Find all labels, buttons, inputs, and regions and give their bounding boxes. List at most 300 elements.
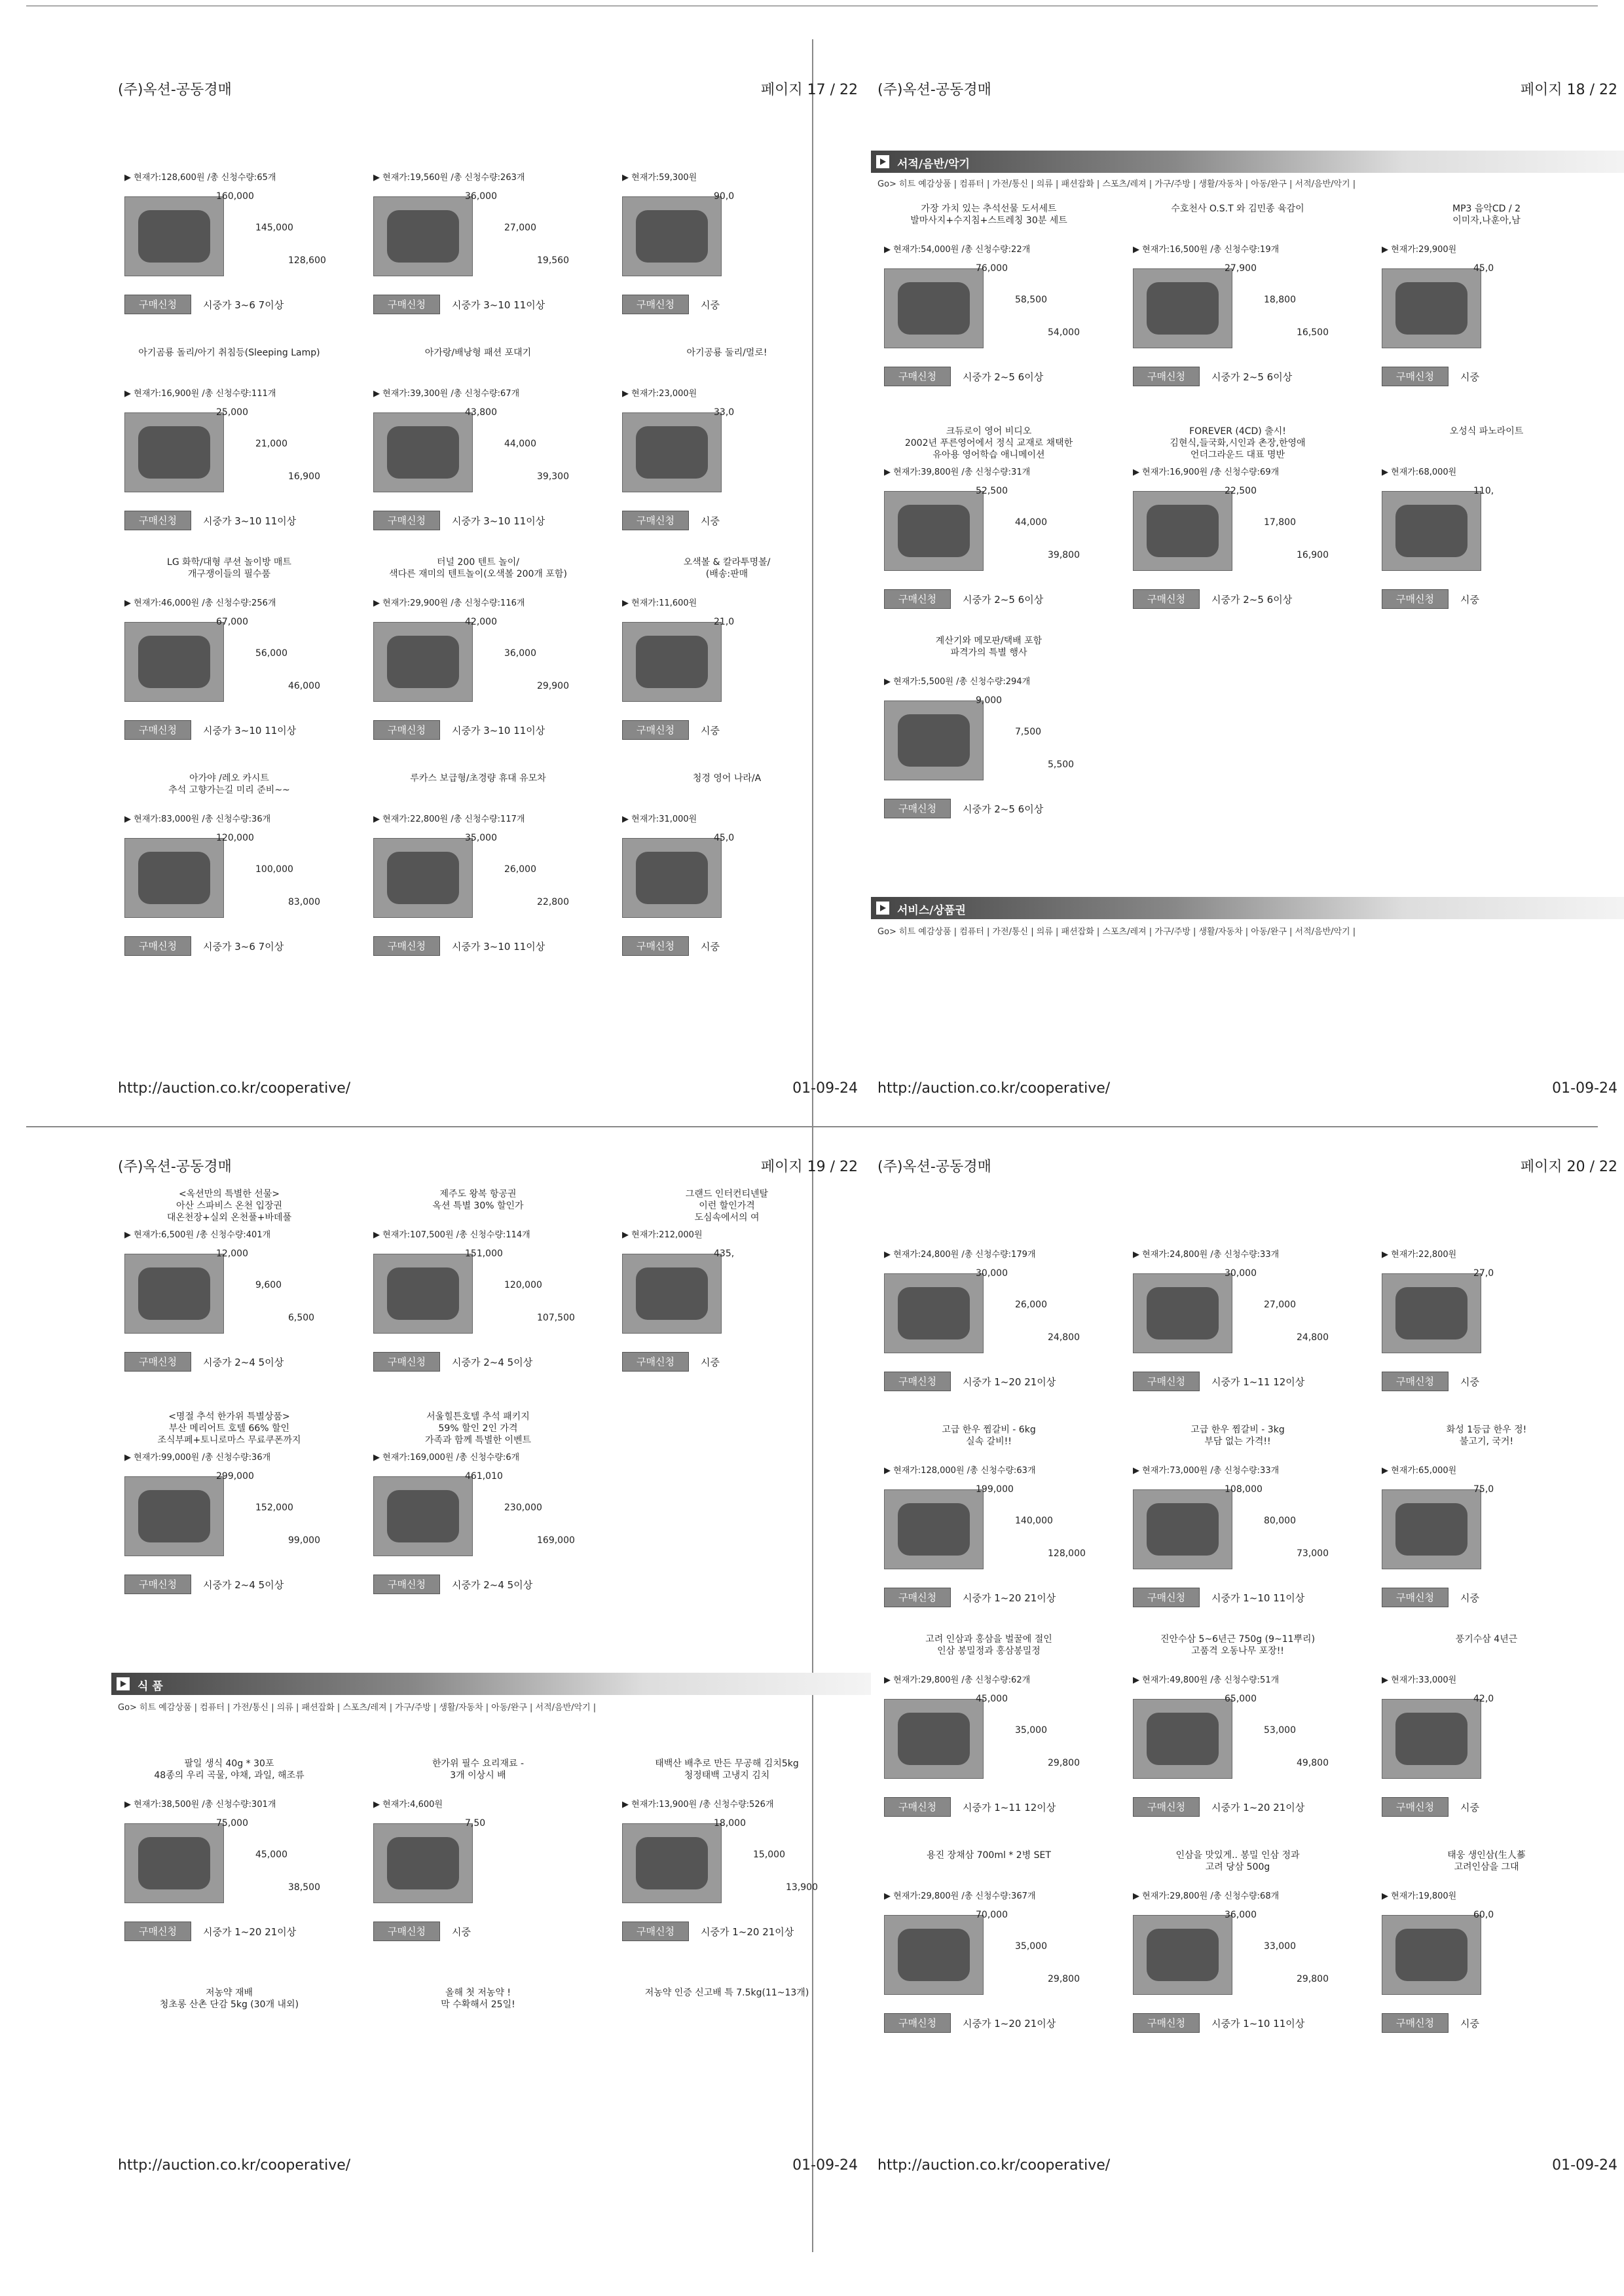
current-bid: ▶ 현재가:19,800원: [1382, 1891, 1457, 1901]
section-bar-books: [871, 151, 1624, 173]
product-title: 한가위 필수 요리재료 - 3개 이상시 배: [432, 1758, 525, 1781]
arrow-icon: [117, 1677, 130, 1690]
price-step-3: 99,000: [288, 1535, 320, 1546]
buy-request-button[interactable]: 구매신청: [884, 1588, 951, 1607]
price-step-1: 30,000: [1225, 1268, 1257, 1279]
price-step-2: 36,000: [504, 648, 536, 659]
current-bid: ▶ 현재가:46,000원 /총 신청수량:256개: [124, 598, 276, 608]
price-step-1: 67,000: [216, 617, 248, 627]
product-image[interactable]: [1382, 268, 1481, 348]
quantity-condition: 시중: [701, 299, 720, 311]
price-step-1: 90,0: [714, 191, 735, 202]
product-card: [609, 1987, 845, 2183]
quantity-condition: 시중가 3~10 11이상: [452, 299, 545, 311]
price-step-1: 25,000: [216, 407, 248, 418]
product-title: 아가랑/배낭형 패션 포대기: [424, 348, 532, 358]
product-image[interactable]: [622, 1823, 722, 1903]
current-bid: ▶ 현재가:73,000원 /총 신청수량:33개: [1133, 1466, 1280, 1476]
product-image[interactable]: [1382, 1273, 1481, 1353]
quantity-condition: 시중가 2~4 5이상: [452, 1579, 533, 1591]
price-step-2: 27,000: [1264, 1300, 1296, 1310]
price-step-1: 45,0: [1473, 263, 1494, 274]
product-title: 고려 인삼과 홍삼을 벌꿀에 절인 인삼 봉밀정과 홍삼봉밀정: [925, 1634, 1052, 1656]
product-card: [111, 131, 347, 327]
quantity-condition: 시중가 2~5 6이상: [1211, 594, 1293, 606]
product-title: 터널 200 텐트 놀이/ 색다른 재미의 텐트놀이(오색볼 200개 포함): [389, 557, 567, 579]
product-card: [871, 635, 1107, 831]
price-step-1: 45,000: [976, 1694, 1008, 1704]
price-step-1: 18,000: [714, 1818, 746, 1829]
product-image[interactable]: [1382, 1489, 1481, 1569]
buy-request-button[interactable]: 구매신청: [373, 295, 440, 314]
product-title: 풍기수삼 4년근: [1455, 1634, 1518, 1645]
buy-request-button[interactable]: 구매신청: [884, 1797, 951, 1817]
footer-url[interactable]: http://auction.co.kr/cooperative/: [118, 1080, 351, 1097]
product-card: [609, 1188, 845, 1385]
price-step-3: 169,000: [537, 1535, 575, 1546]
section-title: 서비스/상품권: [897, 904, 966, 917]
product-card: [871, 1208, 1107, 1404]
price-step-3: 22,800: [537, 897, 569, 907]
price-step-3: 19,560: [537, 255, 569, 266]
product-card: [360, 1758, 596, 1954]
footer-url[interactable]: http://auction.co.kr/cooperative/: [877, 2157, 1111, 2174]
section-bar-service: [871, 897, 1624, 919]
product-title: 태백산 배추로 만든 무공해 김치5kg 청정태백 고냉지 김치: [655, 1758, 799, 1781]
quantity-condition: 시중가 2~5 6이상: [963, 594, 1044, 606]
price-step-1: 151,000: [465, 1248, 503, 1259]
product-image[interactable]: [124, 412, 224, 492]
product-image[interactable]: [622, 622, 722, 702]
quantity-condition: 시중: [1460, 2018, 1479, 2030]
price-step-2: 33,000: [1264, 1941, 1296, 1952]
buy-request-button[interactable]: 구매신청: [622, 295, 689, 314]
product-image[interactable]: [884, 1273, 984, 1353]
product-image[interactable]: [622, 1254, 722, 1334]
product-card: [360, 773, 596, 969]
price-step-1: 60,0: [1473, 1910, 1494, 1920]
price-step-3: 39,300: [537, 471, 569, 482]
quantity-condition: 시중가 2~5 6이상: [963, 371, 1044, 383]
page-18: [871, 59, 1624, 1133]
product-image[interactable]: [884, 268, 984, 348]
price-step-3: 24,800: [1048, 1332, 1080, 1343]
product-card: [1120, 426, 1356, 622]
current-bid: ▶ 현재가:169,000원 /총 신청수량:6개: [373, 1453, 520, 1463]
product-image[interactable]: [124, 1476, 224, 1556]
category-nav[interactable]: Go> 히트 예감상품 | 컴퓨터 | 가전/통신 | 의류 | 패션잡화 | 스포츠/레져 | 가구/주방 | 생활/자동차 | 아동/완구 | 서적/음반/악기 |: [877, 179, 1356, 189]
price-step-1: 9,000: [976, 695, 1003, 706]
current-bid: ▶ 현재가:16,500원 /총 신청수량:19개: [1133, 245, 1280, 255]
product-title: MP3 음악CD / 2 이미자,나훈아,남: [1452, 204, 1521, 226]
quantity-condition: 시중: [452, 1926, 471, 1938]
buy-request-button[interactable]: 구매신청: [622, 720, 689, 740]
page-number: 페이지 18 / 22: [1520, 82, 1617, 98]
product-image[interactable]: [884, 1915, 984, 1995]
product-card: [111, 1188, 347, 1385]
buy-request-button[interactable]: 구매신청: [124, 295, 191, 314]
product-image[interactable]: [622, 838, 722, 918]
buy-request-button[interactable]: 구매신청: [1382, 1797, 1449, 1817]
product-image[interactable]: [884, 1699, 984, 1779]
product-image[interactable]: [373, 1823, 473, 1903]
buy-request-button[interactable]: 구매신청: [1133, 2013, 1200, 2033]
quantity-condition: 시중: [1460, 1802, 1479, 1813]
quantity-condition: 시중가 3~10 11이상: [452, 515, 545, 527]
current-bid: ▶ 현재가:65,000원: [1382, 1466, 1457, 1476]
quantity-condition: 시중가 3~6 7이상: [203, 941, 284, 953]
buy-request-button[interactable]: 구매신청: [884, 1372, 951, 1391]
buy-request-button[interactable]: 구매신청: [884, 2013, 951, 2033]
quantity-condition: 시중가 3~6 7이상: [203, 299, 284, 311]
buy-request-button[interactable]: 구매신청: [1133, 1372, 1200, 1391]
buy-request-button[interactable]: 구매신청: [1382, 2013, 1449, 2033]
product-image[interactable]: [373, 622, 473, 702]
product-card: [111, 1758, 347, 1954]
product-card: [871, 1633, 1107, 1830]
product-card: [360, 1188, 596, 1385]
product-image[interactable]: [373, 1476, 473, 1556]
buy-request-button[interactable]: 구매신청: [1382, 1372, 1449, 1391]
price-step-1: 70,000: [976, 1910, 1008, 1920]
product-title: 청경 영어 나라/A: [692, 773, 762, 784]
price-step-1: 461,010: [465, 1471, 503, 1482]
price-step-1: 30,000: [976, 1268, 1008, 1279]
product-card: [1369, 1208, 1604, 1404]
product-card: [609, 1758, 845, 1954]
price-step-1: 43,800: [465, 407, 497, 418]
price-step-3: 39,800: [1048, 550, 1080, 560]
current-bid: ▶ 현재가:16,900원 /총 신청수량:111개: [124, 389, 276, 399]
price-step-1: 42,0: [1473, 1694, 1494, 1704]
price-step-2: 18,800: [1264, 295, 1296, 305]
page-19: [111, 1136, 871, 2210]
price-step-3: 29,800: [1297, 1974, 1329, 1984]
buy-request-button[interactable]: 구매신청: [884, 367, 951, 386]
price-step-2: 35,000: [1015, 1941, 1047, 1952]
price-step-1: 27,900: [1225, 263, 1257, 274]
product-card: [111, 773, 347, 969]
buy-request-button[interactable]: 구매신청: [373, 720, 440, 740]
price-step-2: 9,600: [255, 1280, 282, 1290]
product-image[interactable]: [373, 1254, 473, 1334]
product-title: 계산기와 메모판/택배 포함 파격가의 특별 행사: [935, 636, 1043, 658]
current-bid: ▶ 현재가:107,500원 /총 신청수량:114개: [373, 1230, 530, 1240]
product-title: 인삼을 맛있게.. 봉밀 인삼 정과 고려 당삼 500g: [1175, 1850, 1300, 1872]
price-step-1: 33,0: [714, 407, 735, 418]
page-header: [877, 1156, 1617, 1182]
price-step-3: 54,000: [1048, 327, 1080, 338]
product-title: 제주도 왕복 항공권 옥션 특별 30% 할인가: [432, 1189, 524, 1211]
product-image[interactable]: [1133, 1699, 1232, 1779]
buy-request-button[interactable]: 구매신청: [373, 936, 440, 956]
quantity-condition: 시중가 1~11 12이상: [1211, 1376, 1305, 1388]
product-card: [871, 1424, 1107, 1620]
quantity-condition: 시중가 2~5 6이상: [963, 803, 1044, 815]
price-step-2: 44,000: [504, 439, 536, 449]
product-image[interactable]: [124, 196, 224, 276]
price-step-1: 110,: [1473, 486, 1494, 496]
product-title: 가장 가치 있는 추석선물 도서세트 발마사지+수지침+스트레칭 30분 세트: [910, 204, 1067, 226]
current-bid: ▶ 현재가:24,800원 /총 신청수량:33개: [1133, 1250, 1280, 1260]
product-image[interactable]: [622, 196, 722, 276]
quantity-condition: 시중가 1~20 21이상: [963, 1592, 1056, 1604]
price-step-1: 435,: [714, 1248, 735, 1259]
price-step-1: 65,000: [1225, 1694, 1257, 1704]
price-step-1: 108,000: [1225, 1484, 1263, 1495]
arrow-icon: [876, 902, 889, 915]
product-card: [1369, 203, 1604, 399]
quantity-condition: 시중: [701, 1357, 720, 1368]
buy-request-button[interactable]: 구매신청: [373, 1922, 440, 1941]
buy-request-button[interactable]: 구매신청: [124, 1922, 191, 1941]
product-image[interactable]: [124, 622, 224, 702]
quantity-condition: 시중가 1~20 21이상: [963, 2018, 1056, 2030]
quantity-condition: 시중: [701, 941, 720, 953]
company-name: (주)옥션-공동경매: [877, 1159, 991, 1175]
quantity-condition: 시중가 1~20 21이상: [1211, 1802, 1305, 1813]
buy-request-button[interactable]: 구매신청: [373, 1352, 440, 1372]
price-step-1: 75,0: [1473, 1484, 1494, 1495]
product-title: 용진 장채삼 700ml * 2병 SET: [927, 1850, 1051, 1861]
footer-url[interactable]: http://auction.co.kr/cooperative/: [118, 2157, 351, 2174]
current-bid: ▶ 현재가:39,300원 /총 신청수량:67개: [373, 389, 520, 399]
category-nav[interactable]: Go> 히트 예감상품 | 컴퓨터 | 가전/통신 | 의류 | 패션잡화 | 스포츠/레져 | 가구/주방 | 생활/자동차 | 아동/완구 | 서적/음반/악기 |: [877, 927, 1356, 937]
product-title: 태웅 생인삼(生人蔘 고려인삼을 그대: [1447, 1850, 1526, 1872]
product-card: [111, 556, 347, 753]
price-step-1: 21,0: [714, 617, 735, 627]
product-card: [871, 1850, 1107, 2046]
page-number: 페이지 20 / 22: [1520, 1159, 1617, 1175]
company-name: (주)옥션-공동경매: [118, 1159, 232, 1175]
product-image[interactable]: [1133, 1489, 1232, 1569]
current-bid: ▶ 현재가:24,800원 /총 신청수량:179개: [884, 1250, 1036, 1260]
buy-request-button[interactable]: 구매신청: [373, 1575, 440, 1594]
product-image[interactable]: [1382, 1915, 1481, 1995]
current-bid: ▶ 현재가:13,900원 /총 신청수량:526개: [622, 1800, 774, 1810]
buy-request-button[interactable]: 구매신청: [124, 1352, 191, 1372]
product-title: 아기공룡 둘리/멀로!: [686, 348, 767, 358]
price-step-3: 29,800: [1048, 1758, 1080, 1768]
product-image[interactable]: [1133, 1915, 1232, 1995]
current-bid: ▶ 현재가:29,900원 /총 신청수량:116개: [373, 598, 525, 608]
product-image[interactable]: [373, 838, 473, 918]
company-name: (주)옥션-공동경매: [118, 82, 232, 98]
price-step-2: 27,000: [504, 223, 536, 233]
section-title: 식 품: [138, 1680, 163, 1693]
current-bid: ▶ 현재가:29,800원 /총 신청수량:62개: [884, 1675, 1031, 1685]
price-step-2: 44,000: [1015, 517, 1047, 528]
page-number: 페이지 17 / 22: [760, 82, 858, 98]
buy-request-button[interactable]: 구매신청: [373, 511, 440, 530]
page-header: [877, 79, 1617, 105]
product-image[interactable]: [622, 412, 722, 492]
product-title: 진안수삼 5~6년근 750g (9~11뿌리) 고품격 오동나무 포장!!: [1160, 1634, 1316, 1656]
product-card: [1120, 203, 1356, 399]
product-image[interactable]: [1133, 1273, 1232, 1353]
price-step-3: 16,900: [1297, 550, 1329, 560]
quantity-condition: 시중: [1460, 1592, 1479, 1604]
quantity-condition: 시중가 2~4 5이상: [203, 1357, 284, 1368]
product-card: [1369, 1633, 1604, 1830]
buy-request-button[interactable]: 구매신청: [884, 589, 951, 609]
current-bid: ▶ 현재가:128,000원 /총 신청수량:63개: [884, 1466, 1036, 1476]
product-image[interactable]: [1133, 491, 1232, 571]
price-step-3: 107,500: [537, 1313, 575, 1323]
price-step-3: 128,600: [288, 255, 326, 266]
product-card: [1120, 1633, 1356, 1830]
page-header: [118, 1156, 858, 1182]
buy-request-button[interactable]: 구매신청: [124, 1575, 191, 1594]
product-image[interactable]: [1133, 268, 1232, 348]
product-title: 루카스 보급형/초경량 휴대 유모차: [410, 773, 546, 784]
price-step-2: 35,000: [1015, 1725, 1047, 1736]
buy-request-button[interactable]: 구매신청: [1133, 1588, 1200, 1607]
price-step-1: 299,000: [216, 1471, 254, 1482]
current-bid: ▶ 현재가:212,000원: [622, 1230, 703, 1240]
product-image[interactable]: [373, 196, 473, 276]
product-card: [1369, 1424, 1604, 1620]
buy-request-button[interactable]: 구매신청: [622, 511, 689, 530]
current-bid: ▶ 현재가:68,000원: [1382, 467, 1457, 477]
product-image[interactable]: [124, 1823, 224, 1903]
footer-date: 01-09-24: [1552, 2157, 1617, 2174]
buy-request-button[interactable]: 구매신청: [622, 1352, 689, 1372]
quantity-condition: 시중가 2~4 5이상: [203, 1579, 284, 1591]
price-step-3: 38,500: [288, 1882, 320, 1893]
product-image[interactable]: [373, 412, 473, 492]
product-title: 고급 한우 찜갈비 - 3kg 부담 없는 가격!!: [1190, 1425, 1285, 1447]
current-bid: ▶ 현재가:99,000원 /총 신청수량:36개: [124, 1453, 271, 1463]
price-step-2: 140,000: [1015, 1516, 1053, 1526]
footer-url[interactable]: http://auction.co.kr/cooperative/: [877, 1080, 1111, 1097]
current-bid: ▶ 현재가:54,000원 /총 신청수량:22개: [884, 245, 1031, 255]
quantity-condition: 시중: [1460, 594, 1479, 606]
quantity-condition: 시중가 1~10 11이상: [1211, 1592, 1305, 1604]
quantity-condition: 시중: [1460, 1376, 1479, 1388]
price-step-2: 17,800: [1264, 517, 1296, 528]
price-step-2: 120,000: [504, 1280, 542, 1290]
footer-date: 01-09-24: [792, 2157, 858, 2174]
current-bid: ▶ 현재가:19,560원 /총 신청수량:263개: [373, 173, 525, 183]
product-title: 아기곰룡 돌리/아기 취침등(Sleeping Lamp): [138, 348, 320, 358]
buy-request-button[interactable]: 구매신청: [124, 936, 191, 956]
price-step-2: 53,000: [1264, 1725, 1296, 1736]
quantity-condition: 시중가 3~10 11이상: [452, 725, 545, 737]
product-card: [360, 347, 596, 543]
buy-request-button[interactable]: 구매신청: [622, 936, 689, 956]
company-name: (주)옥션-공동경매: [877, 82, 991, 98]
product-image[interactable]: [1382, 1699, 1481, 1779]
product-card: [871, 203, 1107, 399]
current-bid: ▶ 현재가:38,500원 /총 신청수량:301개: [124, 1800, 276, 1810]
product-title: <옥션만의 특별한 선물> 아산 스파비스 온천 입장권 대온천장+실외 온천풀+바데풀: [166, 1189, 292, 1223]
product-title: <명절 추석 한가위 특별상품> 부산 메리어트 호텔 66% 할인 조식부페+토니로마스 무료쿠폰까지: [157, 1412, 301, 1446]
price-step-3: 29,800: [1048, 1974, 1080, 1984]
price-step-3: 83,000: [288, 897, 320, 907]
price-step-2: 152,000: [255, 1503, 293, 1513]
product-title: 저농약 재배 청초롱 산촌 단감 5kg (30개 내외): [159, 1988, 299, 2010]
current-bid: ▶ 현재가:33,000원: [1382, 1675, 1457, 1685]
quantity-condition: 시중가 3~10 11이상: [203, 725, 297, 737]
price-step-3: 6,500: [288, 1313, 315, 1323]
quantity-condition: 시중가 1~20 21이상: [203, 1926, 297, 1938]
product-image[interactable]: [884, 701, 984, 780]
buy-request-button[interactable]: 구매신청: [622, 1922, 689, 1941]
category-nav[interactable]: Go> 히트 예감상품 | 컴퓨터 | 가전/통신 | 의류 | 패션잡화 | 스포츠/레져 | 가구/주방 | 생활/자동차 | 아동/완구 | 서적/음반/악기 |: [118, 1703, 597, 1713]
product-image[interactable]: [1382, 491, 1481, 571]
current-bid: ▶ 현재가:6,500원 /총 신청수량:401개: [124, 1230, 271, 1240]
product-title: 수호천사 O.S.T 와 김민종 육감이: [1171, 204, 1304, 214]
price-step-3: 49,800: [1297, 1758, 1329, 1768]
price-step-2: 58,500: [1015, 295, 1047, 305]
product-card: [360, 131, 596, 327]
footer-date: 01-09-24: [792, 1080, 858, 1097]
quantity-condition: 시중가 1~20 21이상: [963, 1376, 1056, 1388]
top-border: [26, 5, 1598, 7]
quantity-condition: 시중가 2~5 6이상: [1211, 371, 1293, 383]
arrow-icon: [876, 155, 889, 168]
product-image[interactable]: [124, 838, 224, 918]
product-title: 오성식 파노라이트: [1449, 426, 1524, 437]
price-step-1: 12,000: [216, 1248, 248, 1259]
buy-request-button[interactable]: 구매신청: [1133, 367, 1200, 386]
buy-request-button[interactable]: 구매신청: [1133, 589, 1200, 609]
current-bid: ▶ 현재가:4,600원: [373, 1800, 443, 1810]
buy-request-button[interactable]: 구매신청: [884, 799, 951, 818]
buy-request-button[interactable]: 구매신청: [1133, 1797, 1200, 1817]
price-step-2: 15,000: [753, 1850, 785, 1860]
current-bid: ▶ 현재가:83,000원 /총 신청수량:36개: [124, 814, 271, 824]
product-title: 아가야 /레오 카시트 추석 고향가는길 미리 준비~~: [168, 773, 290, 795]
price-step-1: 45,0: [714, 833, 735, 843]
page-footer: [118, 1080, 858, 1106]
quantity-condition: 시중가 1~20 21이상: [701, 1926, 794, 1938]
price-step-3: 16,900: [288, 471, 320, 482]
price-step-2: 26,000: [1015, 1300, 1047, 1310]
buy-request-button[interactable]: 구매신청: [124, 511, 191, 530]
current-bid: ▶ 현재가:23,000원: [622, 389, 697, 399]
product-image[interactable]: [124, 1254, 224, 1334]
price-step-2: 26,000: [504, 864, 536, 875]
price-step-1: 27,0: [1473, 1268, 1494, 1279]
current-bid: ▶ 현재가:22,800원: [1382, 1250, 1457, 1260]
price-step-2: 230,000: [504, 1503, 542, 1513]
product-card: [1120, 1424, 1356, 1620]
price-step-2: 45,000: [255, 1850, 287, 1860]
page-footer: [877, 2157, 1617, 2183]
price-step-2: 7,500: [1015, 727, 1042, 737]
price-step-1: 7,50: [465, 1818, 486, 1829]
price-step-1: 52,500: [976, 486, 1008, 496]
buy-request-button[interactable]: 구매신청: [1382, 367, 1449, 386]
current-bid: ▶ 현재가:29,900원: [1382, 245, 1457, 255]
product-card: [609, 347, 845, 543]
price-step-2: 80,000: [1264, 1516, 1296, 1526]
product-card: [111, 1987, 347, 2183]
product-card: [609, 556, 845, 753]
product-image[interactable]: [884, 491, 984, 571]
price-step-2: 100,000: [255, 864, 293, 875]
product-card: [1120, 1208, 1356, 1404]
price-step-2: 145,000: [255, 223, 293, 233]
price-step-1: 75,000: [216, 1818, 248, 1829]
buy-request-button[interactable]: 구매신청: [1382, 589, 1449, 609]
product-title: 저농약 인증 신고배 특 7.5kg(11~13개): [644, 1988, 809, 1998]
buy-request-button[interactable]: 구매신청: [124, 720, 191, 740]
buy-request-button[interactable]: 구매신청: [1382, 1588, 1449, 1607]
product-image[interactable]: [884, 1489, 984, 1569]
